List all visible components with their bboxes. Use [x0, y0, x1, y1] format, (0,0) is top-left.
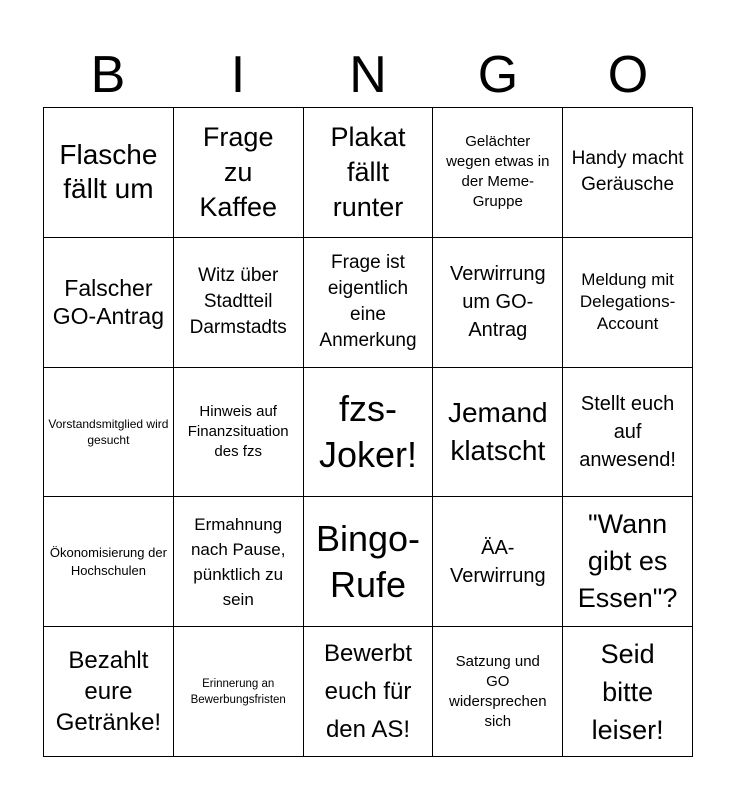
bingo-cell-text: Handy macht Geräusche: [571, 148, 684, 196]
bingo-cell[interactable]: [174, 238, 304, 368]
header-letter-g: G: [477, 46, 519, 104]
bingo-cell[interactable]: [304, 368, 434, 498]
header-letter-n: N: [349, 46, 387, 104]
bingo-cell-text: Stellt euch auf anwesend!: [579, 392, 676, 471]
bingo-cell[interactable]: [563, 238, 693, 368]
bingo-cell[interactable]: [433, 368, 563, 498]
bingo-cell[interactable]: [44, 368, 174, 498]
bingo-cell-text: Jemand klatscht: [447, 396, 548, 466]
bingo-cell-text: Vorstandsmitglied wird gesucht: [48, 416, 169, 447]
bingo-cell-text: Hinweis auf Finanzsituation des fzs: [187, 402, 289, 460]
bingo-cell-text: Falscher GO-Antrag: [52, 275, 164, 330]
bingo-cell[interactable]: [174, 108, 304, 238]
header-letter-b: B: [90, 46, 126, 104]
bingo-cell-text: Ökonomisierung der Hochschulen: [49, 544, 167, 578]
bingo-cell[interactable]: [44, 627, 174, 757]
bingo-grid: [43, 107, 693, 757]
bingo-cell-text: Frage zu Kaffee: [199, 121, 277, 222]
bingo-cell[interactable]: [44, 497, 174, 627]
bingo-cell[interactable]: [304, 108, 434, 238]
bingo-cell-text: Satzung und GO widersprechen sich: [449, 652, 547, 730]
bingo-cell-text: Bingo-Rufe: [315, 517, 421, 605]
bingo-cell-text: Flasche fällt um: [59, 139, 158, 205]
bingo-cell-text: ÄA-Verwirrung: [449, 536, 546, 587]
bingo-cell[interactable]: [174, 627, 304, 757]
bingo-cell[interactable]: [304, 627, 434, 757]
bingo-cell-text: Plakat fällt runter: [330, 121, 406, 222]
bingo-cell-text: Bewerbt euch für den AS!: [323, 639, 413, 743]
bingo-cell[interactable]: [304, 497, 434, 627]
bingo-cell[interactable]: [433, 238, 563, 368]
bingo-cell-text: Gelächter wegen etwas in der Meme-Gruppe: [446, 133, 550, 211]
bingo-cell-text: fzs-Joker!: [318, 387, 418, 475]
bingo-cell[interactable]: [563, 108, 693, 238]
bingo-cell-text: "Wann gibt es Essen"?: [577, 509, 678, 614]
bingo-cell-text: Ermahnung nach Pause, pünktlich zu sein: [190, 514, 286, 609]
bingo-cell-text: Frage ist eigentlich eine Anmerkung: [319, 252, 417, 352]
bingo-cell[interactable]: [563, 497, 693, 627]
header-letter-i: I: [230, 46, 246, 104]
header-letter-o: O: [607, 46, 649, 104]
bingo-cell-text: Meldung mit Delegations-Account: [579, 270, 676, 334]
bingo-cell[interactable]: [174, 368, 304, 498]
bingo-cell-text: Seid bitte leiser!: [591, 638, 664, 745]
bingo-cell-text: Erinnerung an Bewerbungsfristen: [190, 677, 286, 706]
bingo-cell-text: Witz über Stadtteil Darmstadts: [189, 265, 287, 339]
bingo-cell[interactable]: [44, 108, 174, 238]
bingo-header: [43, 44, 693, 106]
bingo-cell[interactable]: [433, 108, 563, 238]
bingo-cell[interactable]: [304, 238, 434, 368]
bingo-cell[interactable]: [563, 368, 693, 498]
bingo-cell[interactable]: [174, 497, 304, 627]
bingo-cell[interactable]: [44, 238, 174, 368]
bingo-cell-text: Verwirrung um GO-Antrag: [449, 263, 546, 342]
bingo-cell[interactable]: [563, 627, 693, 757]
bingo-cell[interactable]: [433, 627, 563, 757]
bingo-cell-text: Bezahlt eure Getränke!: [55, 647, 162, 737]
bingo-cell[interactable]: [433, 497, 563, 627]
